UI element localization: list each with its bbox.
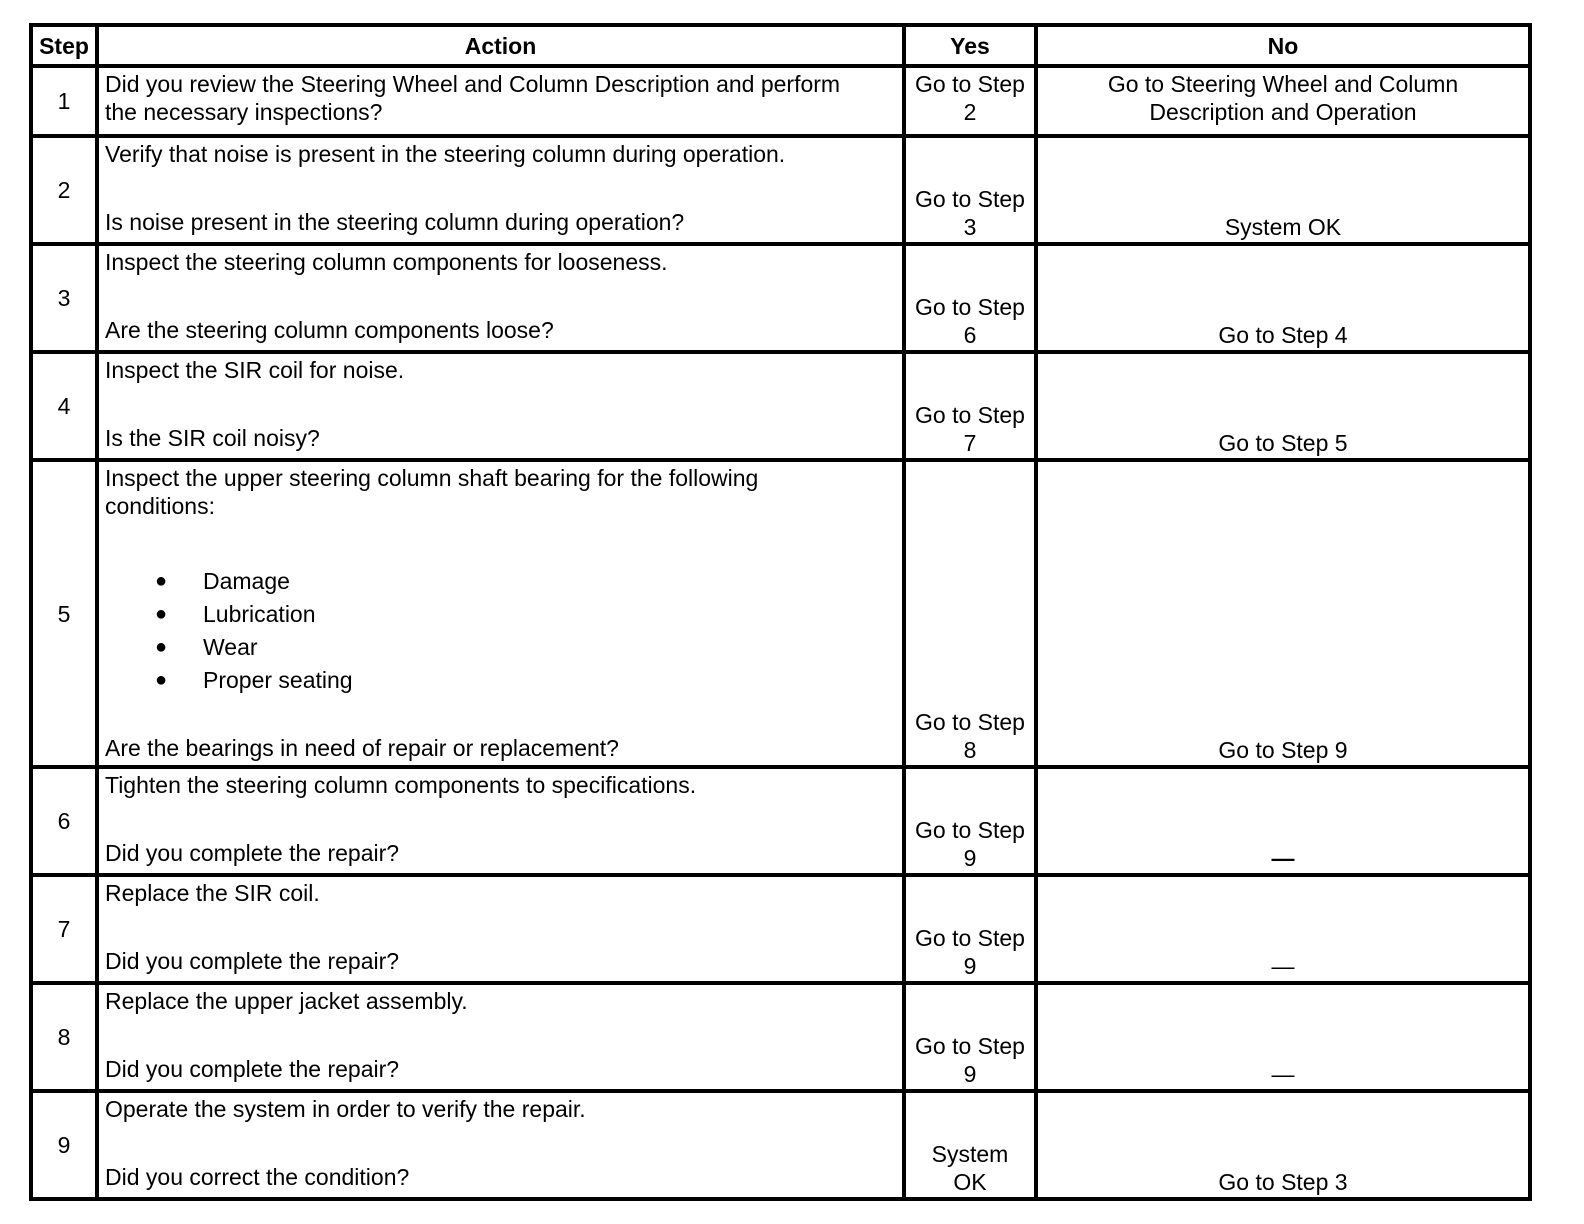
- list-item: [155, 564, 899, 597]
- no-text: Description and Operation: [1149, 99, 1417, 125]
- yes-text: 9: [963, 953, 977, 979]
- no-cell: —: [1036, 983, 1530, 1091]
- question-text: Are the steering column components loose?: [105, 317, 554, 343]
- condition-text: Wear: [203, 633, 258, 660]
- action-cell: [97, 66, 904, 136]
- question-text: Is noise present in the steering column during operation?: [105, 209, 685, 235]
- instruction-text: Verify that noise is present in the steering column during operation.: [105, 141, 786, 167]
- action-cell: [97, 1091, 904, 1199]
- header-step: Step: [31, 25, 97, 66]
- instruction-text: conditions:: [105, 493, 215, 519]
- list-item: [155, 663, 899, 696]
- condition-text: Damage: [203, 567, 290, 594]
- step-number: 5: [31, 460, 97, 767]
- condition-text: Lubrication: [203, 600, 316, 627]
- instruction-text: Operate the system in order to verify the repair.: [105, 1096, 586, 1122]
- yes-text: Go to Step: [915, 1033, 1025, 1059]
- no-cell: Go to Step 3: [1036, 1091, 1530, 1199]
- action-cell: [97, 136, 904, 244]
- instruction-text: Inspect the steering column components for looseness.: [105, 249, 668, 275]
- no-cell: [1036, 66, 1530, 136]
- yes-cell: [904, 352, 1036, 460]
- yes-cell: [904, 460, 1036, 767]
- yes-cell: [904, 136, 1036, 244]
- bullet-icon: ●: [155, 635, 168, 658]
- question-text: Did you complete the repair?: [105, 1056, 400, 1082]
- yes-text: Go to Step: [915, 71, 1025, 97]
- yes-text: Go to Step: [915, 925, 1025, 951]
- yes-text: Go to Step: [915, 294, 1025, 320]
- no-cell: —: [1036, 875, 1530, 983]
- step-number: 3: [31, 244, 97, 352]
- conditions-list: [105, 564, 899, 696]
- table-row: [31, 1091, 1530, 1199]
- table-row: [31, 66, 1530, 136]
- action-cell: [97, 244, 904, 352]
- table-row: [31, 460, 1530, 767]
- no-cell: —: [1036, 767, 1530, 875]
- yes-text: 9: [963, 1061, 977, 1087]
- step-number: 8: [31, 983, 97, 1091]
- action-cell: [97, 875, 904, 983]
- instruction-text: Inspect the upper steering column shaft bearing for the following: [105, 465, 759, 491]
- table-row: [31, 136, 1530, 244]
- header-yes: Yes: [904, 25, 1036, 66]
- yes-text: Go to Step: [915, 402, 1025, 428]
- instruction-text: Replace the upper jacket assembly.: [105, 988, 468, 1014]
- yes-text: 2: [963, 99, 977, 125]
- list-item: [155, 597, 899, 630]
- yes-cell: [904, 767, 1036, 875]
- yes-cell: [904, 875, 1036, 983]
- no-cell: Go to Step 4: [1036, 244, 1530, 352]
- action-text: the necessary inspections?: [105, 99, 383, 125]
- question-text: Did you correct the condition?: [105, 1164, 410, 1190]
- yes-text: System: [931, 1141, 1009, 1167]
- yes-text: Go to Step: [915, 186, 1025, 212]
- no-cell: System OK: [1036, 136, 1530, 244]
- yes-text: 7: [963, 430, 977, 456]
- action-cell: [97, 460, 904, 767]
- bullet-icon: ●: [155, 668, 168, 691]
- question-text: Did you complete the repair?: [105, 840, 400, 866]
- header-no: No: [1036, 25, 1530, 66]
- yes-cell: [904, 983, 1036, 1091]
- table-row: [31, 875, 1530, 983]
- step-number: 6: [31, 767, 97, 875]
- yes-cell: [904, 1091, 1036, 1199]
- action-text: Did you review the Steering Wheel and Column Description and perform: [105, 71, 841, 97]
- header-action: Action: [97, 25, 904, 66]
- diagnostic-table: [29, 23, 1532, 1201]
- yes-text: OK: [953, 1169, 987, 1195]
- step-number: 9: [31, 1091, 97, 1199]
- bullet-icon: ●: [155, 569, 168, 592]
- table-row: [31, 244, 1530, 352]
- yes-cell: [904, 66, 1036, 136]
- table-row: [31, 983, 1530, 1091]
- action-cell: [97, 983, 904, 1091]
- yes-text: Go to Step: [915, 709, 1025, 735]
- step-number: 7: [31, 875, 97, 983]
- instruction-text: Inspect the SIR coil for noise.: [105, 357, 405, 383]
- yes-text: 9: [963, 845, 977, 871]
- step-number: 4: [31, 352, 97, 460]
- yes-text: 6: [963, 322, 977, 348]
- table-header-row: [31, 25, 1530, 66]
- no-cell: Go to Step 5: [1036, 352, 1530, 460]
- question-text: Did you complete the repair?: [105, 948, 400, 974]
- list-item: [155, 630, 899, 663]
- table-row: [31, 352, 1530, 460]
- no-cell: Go to Step 9: [1036, 460, 1530, 767]
- action-cell: [97, 767, 904, 875]
- action-cell: [97, 352, 904, 460]
- question-text: Are the bearings in need of repair or replacement?: [105, 735, 619, 761]
- yes-text: 3: [963, 214, 977, 240]
- instruction-text: Replace the SIR coil.: [105, 880, 320, 906]
- table-row: [31, 767, 1530, 875]
- step-number: 2: [31, 136, 97, 244]
- question-text: Is the SIR coil noisy?: [105, 425, 320, 451]
- yes-text: Go to Step: [915, 817, 1025, 843]
- step-number: 1: [31, 66, 97, 136]
- instruction-text: Tighten the steering column components to specifications.: [105, 772, 697, 798]
- yes-text: 8: [963, 737, 977, 763]
- bullet-icon: ●: [155, 602, 168, 625]
- no-text: Go to Steering Wheel and Column: [1107, 71, 1459, 97]
- condition-text: Proper seating: [203, 666, 353, 693]
- yes-cell: [904, 244, 1036, 352]
